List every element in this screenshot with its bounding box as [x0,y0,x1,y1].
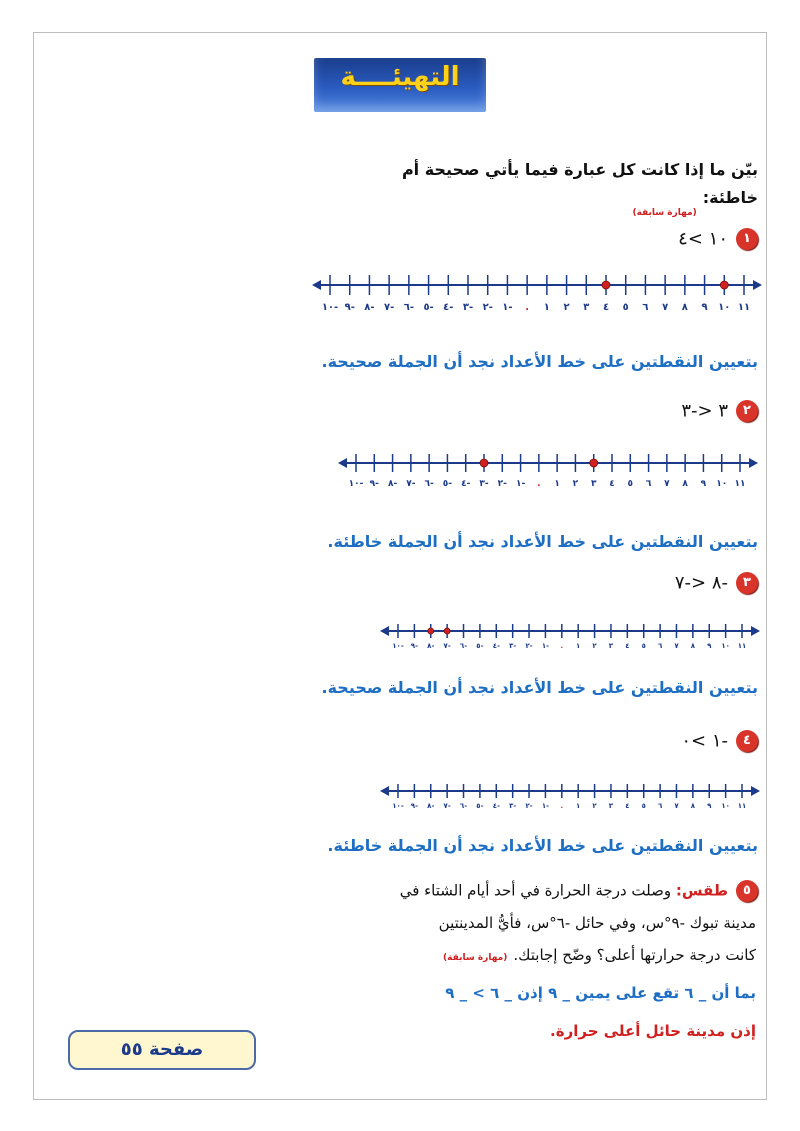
tick-label: ٨ [690,642,695,650]
tick-label: ٣ [608,642,614,650]
tick-label: ٦- [424,479,434,488]
tick-label: ٥ [641,642,646,650]
tick-label: ٤ [609,479,615,488]
tick-label: ٨- [364,302,375,312]
q5-line-1 [400,880,758,902]
q5-line-2: مدينة تبوك -٩°س، وفي حائل -٦°س، فأيُّ المدينتين [438,914,756,932]
tick-label: ٤- [492,642,500,650]
tick-label: ٩ [700,479,707,488]
tick-label: ٥- [423,302,434,312]
left-arrow-icon [338,458,347,468]
tick-label: ١- [541,802,550,810]
tick-label: ٧ [664,479,670,488]
number-line-2 [338,448,758,488]
question-number-badge: ٣ [736,572,758,594]
tick-label: ٤- [492,802,500,810]
tick-label: ٥- [442,479,453,488]
question-3 [675,572,758,594]
left-arrow-icon [312,280,321,290]
question-number-badge: ٤ [736,730,758,752]
tick-label: ٩- [410,802,418,810]
tick-label: ٣- [509,802,517,810]
tick-label: ٨ [682,479,688,488]
tick-label: ٧ [674,642,679,650]
number-line-3 [380,620,760,650]
tick-label: ٧- [406,479,416,488]
tick-label: ٥ [622,302,629,312]
right-arrow-icon [751,786,760,796]
tick-label: ٤ [625,802,630,810]
tick-label: ١١ [737,642,747,650]
tick-label: ١٠- [348,479,364,488]
q5-line-3 [443,946,756,964]
question-2 [681,400,758,422]
tick-label: ٢ [563,302,570,312]
answer-4: بتعيين النقطتين على خط الأعداد نجد أن الجملة خاطئة. [327,836,758,855]
answer-1: بتعيين النقطتين على خط الأعداد نجد أن الجملة صحيحة. [321,352,758,371]
tick-label: ٧- [443,642,451,650]
q5-text-1: وصلت درجة الحرارة في أحد أيام الشتاء في [399,881,672,900]
tick-label: ١- [541,642,550,650]
tick-label: ٦- [403,302,414,312]
question-expression: ٣ <-٣ [681,400,728,422]
tick-label: ٨- [427,642,435,650]
tick-label: ٩- [344,302,355,312]
answer-2: بتعيين النقطتين على خط الأعداد نجد أن الجملة خاطئة. [327,532,758,551]
intro-line-2-text: خاطئة: [702,188,758,207]
tick-label: ٦ [657,642,663,650]
right-arrow-icon [749,458,758,468]
tick-label: ٩ [707,642,712,650]
intro-line-2 [632,188,758,218]
tick-label: ٧- [443,802,451,810]
number-line-point [428,628,434,634]
page-number-badge [68,1030,256,1070]
right-arrow-icon [753,280,762,290]
tick-label: ١٠- [392,802,404,810]
tick-label: ٥- [476,642,484,650]
tick-label: ٥- [476,802,484,810]
tick-label: ٧- [384,302,395,312]
tick-label: ٩ [701,302,708,312]
tick-label: ٧ [662,302,669,312]
tick-label: ٨ [690,802,695,810]
tick-label: ٣ [590,479,597,488]
tick-label: ١- [515,479,526,488]
tick-label: ٤ [625,642,630,650]
tick-label: . [525,302,530,312]
tick-label: ٩- [410,642,418,650]
tick-label: ٢- [525,802,533,810]
tick-label: ٤- [461,479,471,488]
number-line-point [480,459,488,467]
question-expression: -١ >٠ [681,730,728,752]
tick-label: ١١ [737,302,751,312]
tick-label: ١٠ [716,479,728,488]
question-number-badge: ٢ [736,400,758,422]
question-expression: ١٠ >٤ [678,228,728,250]
question-expression: -٨ <-٧ [674,572,728,594]
tick-label: ٦- [459,802,468,810]
tick-label: ٣ [608,802,614,810]
tick-label: ٢- [497,479,507,488]
tick-label: ٣- [479,479,489,488]
tick-label: ١١ [737,802,747,810]
number-line-point [590,459,598,467]
page-number-label: صفحة ٥٥ [120,1039,204,1060]
tick-label: ٣- [509,642,517,650]
tick-label: ١- [502,302,513,312]
tick-label: ٧ [674,802,679,810]
banner-title: التهيئــــة [340,62,460,92]
q5-answer-2: إذن مدينة حائل أعلى حرارة. [550,1022,756,1040]
tick-label: ١ [554,479,560,488]
question-1 [678,228,758,250]
question-number-badge: ١ [736,228,758,250]
tick-label: ١١ [734,479,746,488]
q5-tag: (مهارة سابقة) [443,953,508,963]
tick-label: ١٠- [392,642,404,650]
tick-label: ١ [543,302,550,312]
number-line-point [602,281,610,289]
tick-label: ١٠ [721,642,730,650]
number-line-4 [380,780,760,810]
tick-label: . [560,802,564,810]
tick-label: ٢ [572,479,579,488]
tick-label: ٢ [592,802,597,810]
left-arrow-icon [380,786,389,796]
tick-label: ٦ [645,479,652,488]
tick-label: ٢ [592,642,597,650]
question-4 [681,730,758,752]
answer-3: بتعيين النقطتين على خط الأعداد نجد أن الجملة صحيحة. [321,678,758,697]
tick-label: ٨ [681,302,688,312]
left-arrow-icon [380,626,389,636]
number-line-point [720,281,728,289]
right-arrow-icon [751,626,760,636]
tick-label: ٦ [642,302,649,312]
intro-tag: (مهارة سابقة) [632,208,697,218]
tick-label: ٤ [602,302,610,312]
q5-answer-1: بما أن _ ٦ تقع على يمين _ ٩ إذن _ ٦ > _ ٩ [445,984,756,1002]
section-banner [314,58,486,112]
tick-label: ٥ [641,802,646,810]
tick-label: ٦ [657,802,663,810]
question-number-badge: ٥ [736,880,758,902]
tick-label: ١٠ [721,802,730,810]
tick-label: ١ [576,642,581,650]
tick-label: ٥ [627,479,634,488]
intro-line-1: بيّن ما إذا كانت كل عبارة فيما يأتي صحيحة أم [401,160,758,179]
tick-label: ١ [576,802,581,810]
tick-label: ٩- [369,479,379,488]
tick-label: ٩ [707,802,712,810]
tick-label: ٨- [427,802,435,810]
q5-label: طقس: [675,881,728,900]
tick-label: ٣- [462,302,474,312]
tick-label: ٤- [443,302,454,312]
tick-label: ٢- [525,642,533,650]
tick-label: ٣ [583,302,590,312]
number-line-1 [312,268,762,312]
tick-label: ١٠- [321,302,339,312]
number-line-point [444,628,450,634]
q5-text-3: كانت درجة حرارتها أعلى؟ وضّح إجابتك. [513,946,756,964]
tick-label: . [560,642,564,650]
tick-label: ١٠ [718,302,731,312]
tick-label: . [537,479,541,488]
tick-label: ٢- [482,302,493,312]
tick-label: ٨- [387,479,398,488]
tick-label: ٦- [459,642,468,650]
